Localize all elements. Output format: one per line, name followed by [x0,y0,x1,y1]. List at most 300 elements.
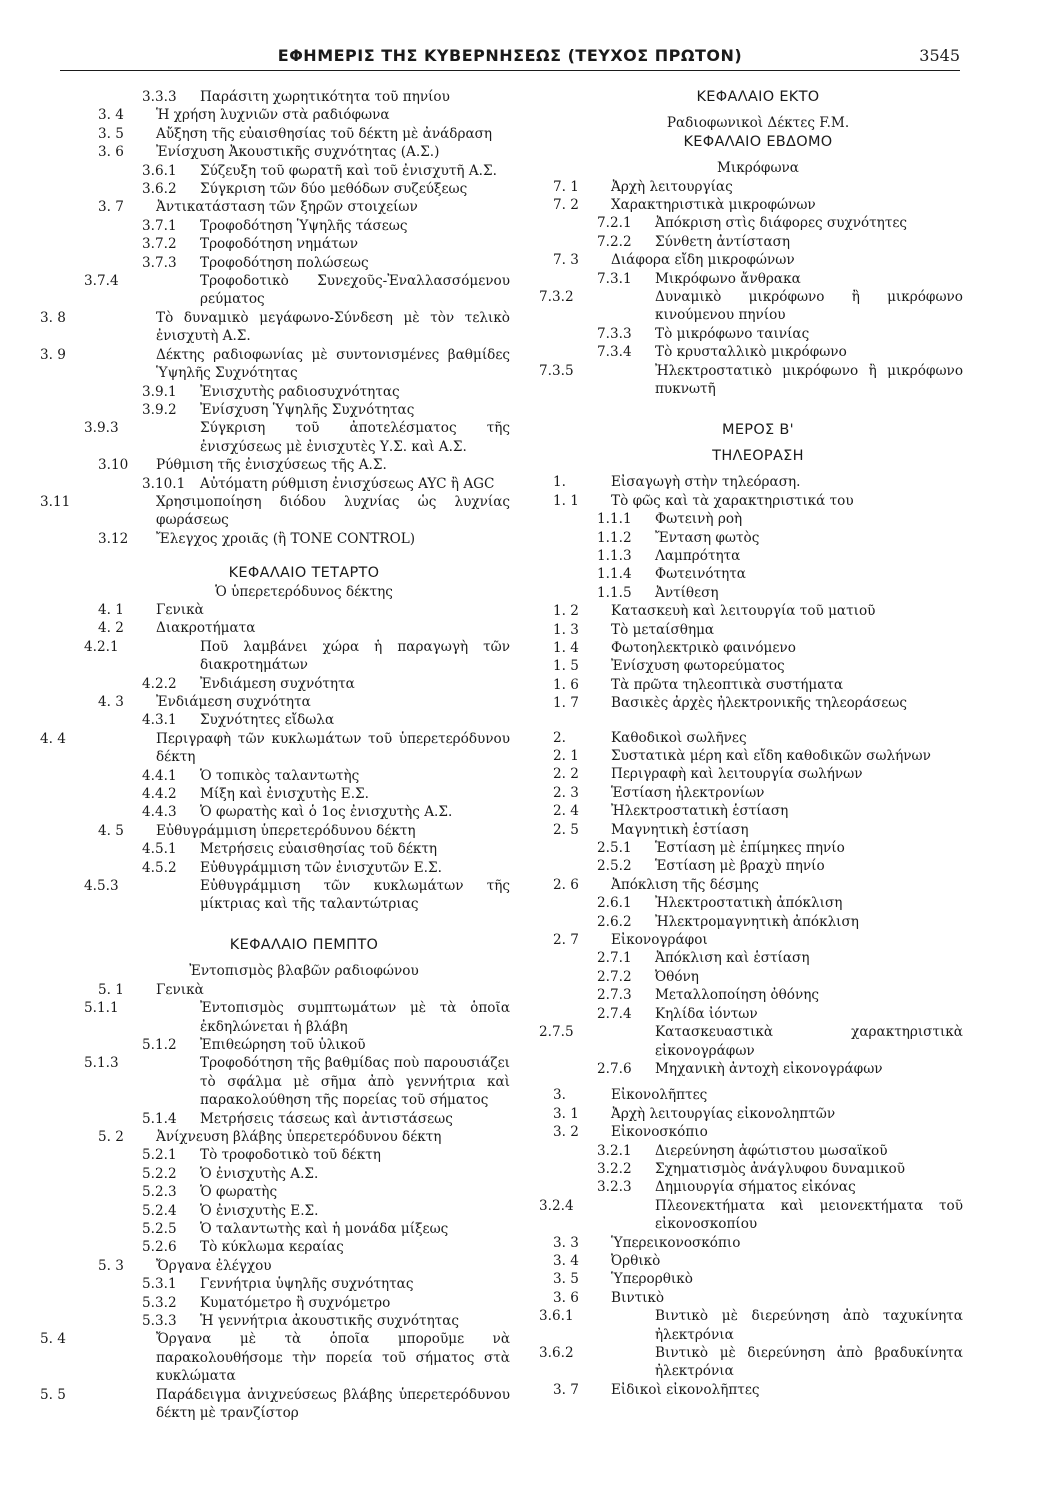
toc-entry [553,694,963,712]
page-number: 3545 [919,46,960,65]
toc-entry [98,840,510,858]
section-number: 3.3.3 [142,89,177,105]
toc-entry [98,803,510,821]
section-number: 4.3.1 [142,712,177,729]
section-number: 3.2.1 [597,1142,632,1159]
section-title: Κατασκευαστικὰ χαρακτηριστικὰ εἰκονογράφων [655,1024,963,1059]
section-title: Σύνθετη ἀντίσταση [655,233,791,250]
toc-entry [98,601,510,619]
toc-entry [539,362,963,399]
toc-entry [40,1386,510,1423]
toc-entry [553,325,963,343]
section-title: Περιγραφὴ καὶ λειτουργία σωλήνων [611,766,863,783]
section-number: 3. 2 [553,1124,579,1141]
section-number: 7. 2 [553,197,579,214]
toc-entry [553,1005,963,1023]
toc-entry [553,1178,963,1196]
spacer [553,439,963,447]
section-number: 5.2.2 [142,1165,177,1182]
toc-entry [539,288,963,325]
toc-entry [98,180,510,198]
section-title: Εἰδικοὶ εἰκονολῆπτες [611,1381,760,1398]
section-number: 4.4.2 [142,786,177,803]
section-number: 3.6.2 [142,181,177,198]
section-title: Κηλίδα ἰόντων [655,1005,758,1022]
toc-entry [84,272,510,309]
toc-entry [84,1054,510,1109]
section-title: Ἠλεκτροστατικὸ μικρόφωνο ἢ μικρόφωνο πυκνωτῆ [655,362,963,398]
section-title: Ἑστίαση μὲ βραχὺ πηνίο [655,858,825,875]
chapter-subtitle: Ἐντοπισμὸς βλαβῶν ραδιοφώνου [189,963,419,980]
section-number: 3.7.1 [142,217,177,234]
section-title: Εἰκονολῆπτες [611,1087,708,1104]
section-title: Συστατικὰ μέρη καὶ εἴδη καθοδικῶν σωλήνων [611,748,931,764]
toc-entry [98,859,510,877]
section-number: 2.7.3 [597,987,632,1004]
toc-entry [553,676,963,694]
section-title: Γενικὰ [156,601,204,618]
section-number: 3.9.1 [142,383,177,400]
section-title: Διερεύνηση ἀφώτιστου μωσαϊκοῦ [655,1142,888,1159]
section-number: 3.2.2 [597,1160,632,1177]
spacer [98,954,510,962]
section-title: Τὸ κύκλωμα κεραίας [200,1239,344,1256]
toc-entry [553,765,963,783]
section-title: Παράσιτη χωρητικότητα τοῦ πηνίου [200,89,450,105]
toc-entry [98,198,510,216]
section-number: 5.2.3 [142,1184,177,1201]
section-title: Ἐνίσχυση Ἀκουστικῆς συχνότητας (Α.Σ.) [156,144,440,161]
toc-entry [539,1307,963,1344]
toc-entry [553,1123,963,1141]
section-number: 4.5.1 [142,841,177,858]
toc-entry [98,711,510,729]
toc-entry [98,1146,510,1164]
spacer [553,151,963,159]
section-number: 3. 8 [40,309,66,326]
toc-entry [84,638,510,675]
section-title: Εὐθυγράμμιση ὑπερετερόδυνου δέκτη [156,822,416,839]
section-number: 1. 3 [553,621,579,638]
section-number: 2.7.6 [597,1060,632,1077]
section-title: Ἠλεκτροστατικὴ ἑστίαση [611,803,789,820]
section-title: Γενικὰ [156,981,204,998]
toc-entry [553,621,963,639]
toc-entry [553,1086,963,1104]
section-number: 3.10 [98,457,129,474]
section-number: 2. 1 [553,748,579,764]
toc-entry [553,178,963,196]
section-title: Εἰκονοσκόπιο [611,1124,708,1141]
section-title: Μηχανικὴ ἀντοχὴ εἰκονογράφων [655,1060,883,1077]
toc-entry [98,401,510,419]
section-number: 5.1.3 [84,1055,119,1072]
spacer [553,1078,963,1086]
section-title: Ποῦ λαμβάνει χώρα ἡ παραγωγὴ τῶν διακροτημάτων [200,638,510,674]
section-number: 5.1.2 [142,1036,177,1053]
chapter-heading: ΚΕΦΑΛΑΙΟ ΤΕΤΑΡΤΟ [228,565,380,582]
spacer [553,106,963,114]
section-number: 3.2.3 [597,1179,632,1196]
toc-entry [98,785,510,803]
chapter-heading: ΚΕΦΑΛΑΙΟ ΕΒΔΟΜΟ [683,133,833,150]
toc-entry [553,839,963,857]
section-title: Ἔνταση φωτὸς [655,529,760,546]
section-number: 5.2.5 [142,1220,177,1237]
section-number: 3.9.3 [84,420,119,437]
toc-entry [84,419,510,456]
section-title: Ὄργανα μὲ τὰ ὁποῖα μποροῦμε νὰ παρακολουθήσομε τὴν πορεία τοῦ σήματος στὰ κυκλώματα [156,1331,510,1385]
section-title: Τροφοδότηση Ὑψηλῆς τάσεως [200,217,408,234]
section-number: 4. 4 [40,730,66,747]
section-title: Σχηματισμὸς ἀνάγλυφου δυναμικοῦ [655,1160,906,1177]
toc-entry [553,565,963,583]
section-number: 3. 4 [553,1252,579,1269]
left-column [40,88,510,1422]
section-number: 1. [553,474,566,491]
toc-entry [98,1128,510,1146]
toc-entry [553,1142,963,1160]
section-number: 2.6.2 [597,913,632,930]
section-number: 3. [553,1087,566,1104]
section-number: 4. 2 [98,620,124,637]
section-title: Τροφοδότηση πολώσεως [200,254,369,271]
section-title: Φωτεινὴ ροὴ [655,511,743,528]
toc-entry [553,894,963,912]
section-title: Ἐνίσχυση φωτορεύματος [611,658,785,675]
section-number: 2.7.5 [539,1024,574,1041]
section-title: Ἐπιθεώρηση τοῦ ὑλικοῦ [200,1036,366,1053]
section-number: 1. 2 [553,603,579,620]
toc-entry [553,802,963,820]
section-number: 1. 7 [553,695,579,712]
section-title: Ἐνισχυτὴς ραδιοσυχνότητας [200,383,400,400]
section-number: 5.2.6 [142,1239,177,1256]
section-title: Ὁ φωρατὴς καὶ ὁ 1ος ἐνισχυτὴς Α.Σ. [200,804,453,821]
section-number: 2. 2 [553,766,579,783]
section-title: Χαρακτηριστικὰ μικροφώνων [611,197,816,214]
toc-entry [553,1160,963,1178]
toc-entry [98,693,510,711]
section-number: 3.7.2 [142,236,177,253]
section-title: Ἀπόκριση στὶς διάφορες συχνότητες [655,215,907,232]
toc-entry [98,619,510,637]
toc-entry [98,162,510,180]
section-number: 2.5.1 [597,840,632,857]
section-number: 4.2.1 [84,638,119,655]
section-number: 5.2.1 [142,1147,177,1164]
section-number: 2.6.1 [597,895,632,912]
section-title: Βιντικὸ [611,1289,665,1306]
section-title: Ἀπόκλιση καὶ ἑστίαση [655,950,810,967]
section-number: 1.1.3 [597,547,632,564]
section-title: Δυναμικὸ μικρόφωνο ἢ μικρόφωνο κινούμενου πηνίου [655,289,963,324]
section-title: Φωτεινότητα [655,566,746,583]
section-title: Παράδειγμα ἀνιχνεύσεως βλάβης ὑπερετερόδυνου δέκτη μὲ τρανζίστορ [156,1386,510,1422]
section-title: Βασικὲς ἀρχὲς ἠλεκτρονικῆς τηλεοράσεως [611,695,908,712]
section-number: 3. 9 [40,346,66,363]
section-title: Ὁ ἐνισχυτὴς Α.Σ. [200,1165,319,1182]
section-title: Ὑπερεικονοσκόπιο [611,1234,741,1251]
toc-entry [553,251,963,269]
toc-entry [98,456,510,474]
section-number: 5.3.3 [142,1313,177,1329]
spacer [553,399,963,421]
section-title: Ἀπόκλιση τῆς δέσμης [611,876,759,893]
toc-entry [84,999,510,1036]
toc-entry [98,1202,510,1220]
section-number: 5.1.4 [142,1110,177,1127]
section-title: Εὐθυγράμμιση τῶν ἐνισχυτῶν Ε.Σ. [200,859,442,876]
toc-entry [98,767,510,785]
section-title: Τὸ κρυσταλλικὸ μικρόφωνο [655,344,847,361]
section-title: Τὸ δυναμικὸ μεγάφωνο-Σύνδεση μὲ τὸν τελικὸ ἐνισχυτὴ Α.Σ. [156,309,510,345]
section-title: Εἰσαγωγὴ στὴν τηλεόραση. [611,474,801,491]
section-title: Λαμπρότητα [655,547,741,564]
section-number: 3.7.4 [84,273,119,290]
section-title: Σύγκριση τοῦ ἀποτελέσματος τῆς ἐνισχύσεως μὲ ἐνισχυτὲς Υ.Σ. καὶ Α.Σ. [200,420,510,455]
spacer [553,465,963,473]
section-number: 1. 1 [553,492,579,509]
toc-entry [553,657,963,675]
section-title: Τὸ μικρόφωνο ταινίας [655,325,810,342]
section-title: Ἡ χρήση λυχνιῶν στὰ ραδιόφωνα [156,107,390,124]
section-number: 2.7.4 [597,1005,632,1022]
section-number: 7.3.4 [597,344,632,361]
toc-entry [553,602,963,620]
toc-entry [553,747,963,765]
section-title: Τὸ τροφοδοτικὸ τοῦ δέκτη [200,1147,381,1164]
spacer [98,914,510,936]
spacer [553,713,963,729]
section-number: 5.3.1 [142,1276,177,1293]
toc-entry [553,784,963,802]
toc-entry [40,730,510,767]
toc-entry [98,530,510,548]
section-title: Ἀνίχνευση βλάβης ὑπερετερόδυνου δέκτη [156,1128,442,1145]
section-title: Τὰ πρῶτα τηλεοπτικὰ συστήματα [611,676,844,693]
section-number: 3. 6 [553,1289,579,1306]
section-title: Ἀντίθεση [655,584,719,601]
section-title: Φωτοηλεκτρικὸ φαινόμενο [611,639,796,656]
toc-entry [553,876,963,894]
section-number: 2.5.2 [597,858,632,875]
section-title: Δημιουργία σήματος εἰκόνας [655,1179,856,1196]
section-title: Τὸ μεταίσθημα [611,621,715,638]
section-number: 3. 6 [98,144,124,161]
section-title: Ἀρχὴ λειτουργίας εἰκονοληπτῶν [611,1105,836,1122]
toc-entry [98,822,510,840]
section-number: 7.3.1 [597,270,632,287]
section-title: Σύζευξη τοῦ φωρατῆ καὶ τοῦ ἐνισχυτῆ Α.Σ. [200,162,497,179]
toc-entry [553,1270,963,1288]
chapter-heading: ΚΕΦΑΛΑΙΟ ΕΚΤΟ [696,89,820,105]
toc-entry [553,986,963,1004]
section-number: 1.1.4 [597,566,632,583]
section-number: 2.7.2 [597,968,632,985]
section-number: 1.1.1 [597,511,632,528]
section-number: 3.2.4 [539,1197,574,1214]
section-title: Συχνότητες εἴδωλα [200,712,335,729]
section-number: 5. 4 [40,1331,66,1348]
toc-entry [98,1238,510,1256]
toc-entry [98,1312,510,1330]
section-title: Ἠλεκτροστατικὴ ἀπόκλιση [655,895,843,912]
section-number: 4.4.3 [142,804,177,821]
section-title: Ἑστίαση ἠλεκτρονίων [611,784,765,801]
toc-entry [98,88,510,106]
toc-entry [98,1110,510,1128]
section-title: Ὁ φωρατὴς [200,1184,278,1201]
toc-entry [553,1234,963,1252]
section-title: Ἀντικατάσταση τῶν ξηρῶν στοιχείων [156,199,418,216]
section-number: 3.6.1 [539,1308,574,1325]
toc-entry [553,931,963,949]
chapter-subtitle: Ραδιοφωνικοὶ Δέκτες F.M. [666,115,850,132]
toc-entry [98,981,510,999]
section-number: 1.1.2 [597,529,632,546]
toc-entry [553,913,963,931]
section-number: 3.7.3 [142,254,177,271]
section-number: 4.2.2 [142,675,177,692]
toc-entry [40,493,510,530]
section-number: 5. 2 [98,1128,124,1145]
header-rule [60,70,960,71]
section-number: 5. 3 [98,1257,124,1274]
toc-entry [98,475,510,493]
toc-entry [553,510,963,528]
section-title: Ὄργανα ἐλέγχου [156,1257,272,1274]
chapter-heading: ΤΗΛΕΟΡΑΣΗ [712,447,804,464]
chapter-subtitle: Ὁ ὑπερετερόδυνος δέκτης [215,583,393,600]
section-number: 5.2.4 [142,1202,177,1219]
toc-entry [553,949,963,967]
toc-entry [539,1023,963,1060]
section-title: Ὁ ἐνισχυτὴς Ε.Σ. [200,1202,319,1219]
section-title: Χρησιμοποίηση διόδου λυχνίας ὡς λυχνίας φωράσεως [156,493,510,529]
toc-entry [98,143,510,161]
toc-entry [553,1381,963,1399]
chapter-heading: ΜΕΡΟΣ Β' [722,421,794,438]
toc-entry [553,1105,963,1123]
toc-entry [98,217,510,235]
section-number: 2.7.1 [597,950,632,967]
section-number: 4. 5 [98,822,124,839]
toc-entry [553,821,963,839]
toc-entry [98,235,510,253]
section-title: Ρύθμιση τῆς ἐνισχύσεως τῆς Α.Σ. [156,457,387,474]
section-number: 1.1.5 [597,584,632,601]
toc-entry [553,473,963,491]
section-number: 5.1.1 [84,1000,119,1017]
section-number: 3. 7 [98,199,124,216]
toc-entry [553,968,963,986]
section-title: Καθοδικοὶ σωλῆνες [611,729,747,746]
section-number: 3.6.1 [142,162,177,179]
toc-entry [553,233,963,251]
section-number: 7. 1 [553,178,579,195]
section-title: Ἡ γεννήτρια ἀκουστικῆς συχνότητας [200,1313,460,1329]
section-title: Ἐντοπισμὸς συμπτωμάτων μὲ τὰ ὁποῖα ἐκδηλώνεται ἡ βλάβη [200,1000,510,1035]
section-title: Μίξη καὶ ἐνισχυτὴς Ε.Σ. [200,786,369,803]
section-title: Ἠλεκτρομαγνητικὴ ἀπόκλιση [655,913,859,930]
section-number: 5. 1 [98,981,124,998]
section-number: 3. 1 [553,1105,579,1122]
section-title: Τροφοδότηση τῆς βαθμίδας ποὺ παρουσιάζει τὸ σφάλμα μὲ σῆμα ἀπὸ γεννήτρια καὶ παρακολούθηση τῆς πορείας τοῦ σήματος [200,1055,510,1109]
toc-entry [98,1294,510,1312]
section-number: 3. 3 [553,1234,579,1251]
toc-entry [98,1165,510,1183]
toc-entry [553,529,963,547]
section-number: 4.5.2 [142,859,177,876]
toc-entry [98,383,510,401]
section-number: 3. 4 [98,107,124,124]
toc-entry [553,1060,963,1078]
section-title: Ὁ ταλαντωτὴς καὶ ἡ μονάδα μίξεως [200,1220,449,1237]
section-number: 2. [553,729,566,746]
section-title: Μαγνητικὴ ἑστίαση [611,821,749,838]
section-title: Ἔλεγχος χροιᾶς (ἢ TONE CONTROL) [156,530,416,547]
section-number: 7.2.1 [597,215,632,232]
section-number: 2. 6 [553,876,579,893]
toc-entry [98,675,510,693]
chapter-subtitle: Μικρόφωνα [717,160,799,177]
section-title: Κατασκευὴ καὶ λειτουργία τοῦ ματιοῦ [611,603,876,620]
section-number: 7.2.2 [597,233,632,250]
right-column [539,88,963,1399]
section-title: Εἰκονογράφοι [611,932,708,949]
section-number: 2. 7 [553,932,579,949]
section-number: 7.3.2 [539,289,574,306]
toc-entry [98,254,510,272]
section-number: 4. 3 [98,694,124,710]
section-number: 5.3.2 [142,1294,177,1311]
toc-entry [539,1197,963,1234]
section-number: 3.12 [98,530,129,547]
section-title: Αὔξηση τῆς εὐαισθησίας τοῦ δέκτη μὲ ἀνάδραση [156,125,493,142]
section-title: Τροφοδοτικὸ Συνεχοῦς-Ἐναλλασσόμενου ρεύματος [200,273,510,308]
section-title: Σύγκριση τῶν δύο μεθόδων συζεύξεως [200,181,468,198]
toc-entry [98,1220,510,1238]
section-title: Δέκτης ραδιοφωνίας μὲ συντονισμένες βαθμίδες Ὑψηλῆς Συχνότητας [156,346,510,382]
section-title: Βιντικὸ μὲ διερεύνηση ἀπὸ ταχυκίνητα ἠλεκτρόνια [655,1308,963,1343]
toc-entry [553,857,963,875]
section-title: Μικρόφωνο ἄνθρακα [655,270,801,287]
section-number: 3. 5 [98,125,124,142]
section-number: 4.4.1 [142,767,177,784]
toc-entry [40,309,510,346]
section-number: 3. 7 [553,1381,579,1398]
toc-entry [40,1330,510,1385]
toc-entry [98,125,510,143]
section-number: 1. 4 [553,639,579,656]
toc-entry [98,1275,510,1293]
section-number: 3.9.2 [142,401,177,418]
section-number: 4. 1 [98,601,124,618]
section-title: Ἐνδιάμεση συχνότητα [156,694,311,710]
toc-entry [84,877,510,914]
section-number: 5. 5 [40,1386,66,1403]
toc-entry [553,1252,963,1270]
section-title: Διάφορα εἴδη μικροφώνων [611,252,795,269]
section-number: 7.3.3 [597,325,632,342]
spacer [98,548,510,564]
section-number: 3.10.1 [142,475,186,492]
section-title: Αὐτόματη ρύθμιση ἐνισχύσεως AYC ἢ AGC [200,475,495,492]
toc-entry [553,492,963,510]
section-number: 2. 5 [553,821,579,838]
section-title: Τροφοδότηση νημάτων [200,236,359,253]
